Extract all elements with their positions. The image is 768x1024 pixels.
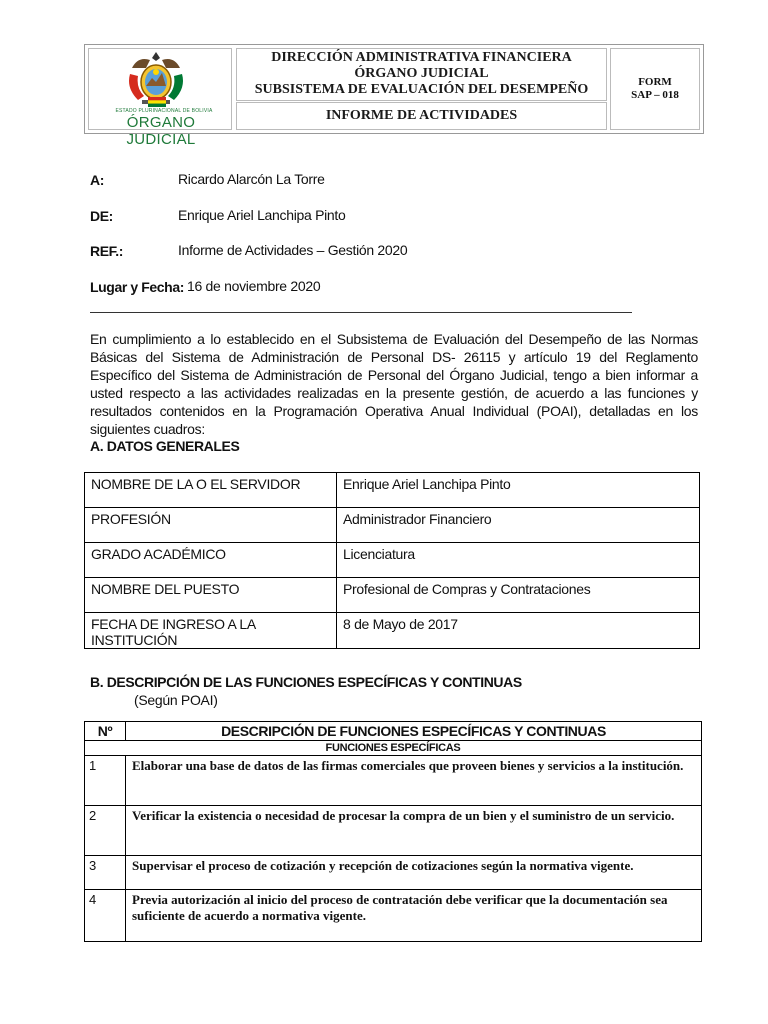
row-number: 2 bbox=[85, 806, 126, 856]
table-row bbox=[85, 806, 702, 856]
row-description: Elaborar una base de datos de las firmas comerciales que proveen bienes y servicios a la institución. bbox=[126, 756, 702, 806]
group-label: FUNCIONES ESPECÍFICAS bbox=[85, 741, 702, 756]
section-a-title: A. DATOS GENERALES bbox=[90, 438, 240, 454]
form-label: FORM bbox=[638, 76, 672, 88]
row-label: NOMBRE DE LA O EL SERVIDOR bbox=[85, 473, 337, 508]
to-label: A: bbox=[90, 172, 104, 188]
table-row bbox=[85, 890, 702, 942]
row-value: Administrador Financiero bbox=[337, 508, 700, 543]
table-row bbox=[85, 613, 700, 649]
table-row bbox=[85, 856, 702, 890]
table-row bbox=[85, 508, 700, 543]
row-description: Verificar la existencia o necesidad de procesar la compra de un bien y el suministro de un servicio. bbox=[126, 806, 702, 856]
functions-table bbox=[84, 721, 702, 942]
from-value: Enrique Ariel Lanchipa Pinto bbox=[178, 207, 346, 223]
general-data-table bbox=[84, 472, 700, 649]
ref-label: REF.: bbox=[90, 243, 124, 259]
row-value: Licenciatura bbox=[337, 543, 700, 578]
header-line-2: ÓRGANO JUDICIAL bbox=[354, 66, 489, 81]
date-label: Lugar y Fecha: bbox=[90, 279, 184, 295]
table-row bbox=[85, 473, 700, 508]
row-description: Supervisar el proceso de cotización y recepción de cotizaciones según la normativa vigente. bbox=[126, 856, 702, 890]
row-number: 3 bbox=[85, 856, 126, 890]
separator-line bbox=[90, 312, 632, 313]
table-row bbox=[85, 578, 700, 613]
row-description: Previa autorización al inicio del proceso de contratación debe verificar que la documentación sea suficiente de acuerdo a normativa vigente. bbox=[126, 890, 702, 942]
logo-state-label: ESTADO PLURINACIONAL DE BOLIVIA bbox=[115, 108, 213, 114]
section-b-subtitle: (Según POAI) bbox=[134, 692, 218, 708]
to-value: Ricardo Alarcón La Torre bbox=[178, 171, 325, 187]
from-label: DE: bbox=[90, 208, 113, 224]
section-b-title: B. DESCRIPCIÓN DE LAS FUNCIONES ESPECÍFICAS Y CONTINUAS bbox=[90, 674, 522, 690]
header-line-1: DIRECCIÓN ADMINISTRATIVA FINANCIERA bbox=[271, 50, 572, 65]
column-number-header: Nº bbox=[85, 722, 126, 741]
logo-organ-label: ÓRGANO JUDICIAL bbox=[126, 114, 196, 148]
form-code: SAP – 018 bbox=[631, 89, 679, 101]
row-label: FECHA DE INGRESO A LA INSTITUCIÓN bbox=[85, 613, 337, 649]
table-row bbox=[85, 756, 702, 806]
header-line-3: SUBSISTEMA DE EVALUACIÓN DEL DESEMPEÑO bbox=[254, 82, 589, 97]
bolivia-flag-icon bbox=[148, 97, 166, 107]
row-number: 4 bbox=[85, 890, 126, 942]
row-number: 1 bbox=[85, 756, 126, 806]
column-description-header: DESCRIPCIÓN DE FUNCIONES ESPECÍFICAS Y CONTINUAS bbox=[126, 722, 702, 741]
table-row bbox=[85, 543, 700, 578]
report-title: INFORME DE ACTIVIDADES bbox=[325, 108, 518, 123]
date-value: 16 de noviembre 2020 bbox=[187, 278, 321, 294]
ref-value: Informe de Actividades – Gestión 2020 bbox=[178, 242, 408, 258]
row-label: NOMBRE DEL PUESTO bbox=[85, 578, 337, 613]
row-value: 8 de Mayo de 2017 bbox=[337, 613, 700, 649]
table-header-row bbox=[85, 722, 702, 741]
intro-paragraph: En cumplimiento a lo establecido en el Subsistema de Evaluación del Desempeño de las Normas Básicas del Sistema de Administración de Personal DS- 26115 y artículo 19 del Reglamento Específico del Sistema de Administración de Personal del Órgano Judicial, tengo a bien informar a usted respecto a las actividades realizadas en la presente gestión, de acuerdo a las funciones y resultados contenidos en la Programación Operativa Anual Individual (POAI), detalladas en los siguientes cuadros: bbox=[90, 331, 698, 437]
row-value: Enrique Ariel Lanchipa Pinto bbox=[337, 473, 700, 508]
table-group-row bbox=[85, 741, 702, 756]
row-label: GRADO ACADÉMICO bbox=[85, 543, 337, 578]
row-value: Profesional de Compras y Contrataciones bbox=[337, 578, 700, 613]
row-label: PROFESIÓN bbox=[85, 508, 337, 543]
